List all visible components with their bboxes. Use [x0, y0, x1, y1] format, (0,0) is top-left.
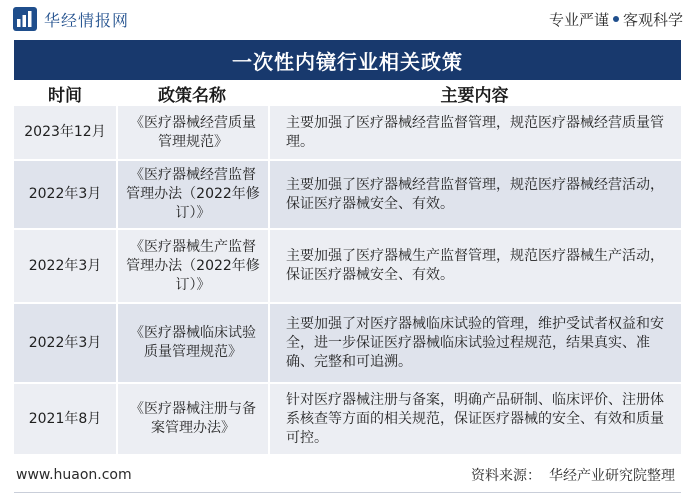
row-policy: 《医疗器械经营监督管理办法（2022年修订）》: [118, 161, 270, 228]
slogan-right: 客观科学: [622, 10, 683, 29]
row-policy: 《医疗器械经营质量管理规范》: [118, 106, 270, 159]
row-content: 主要加强了对医疗器械临床试验的管理，维护受试者权益和安全，进一步保证医疗器械临床试验过程规范，结果真实、准确、完整和可追溯。: [286, 315, 664, 370]
website-link[interactable]: www.huaon.com: [16, 467, 132, 483]
table-row: [14, 161, 681, 230]
source-value: 华经产业研究院整理: [549, 468, 675, 484]
row-content: 主要加强了医疗器械生产监督管理，规范医疗器械生产活动，保证医疗器械安全、有效。: [286, 248, 664, 283]
footer: [0, 462, 693, 488]
table-header: [14, 80, 681, 106]
row-time: 2022年3月: [14, 161, 118, 228]
column-header-policy: 政策名称: [158, 85, 226, 106]
policy-table: [14, 80, 681, 456]
row-time: 2021年8月: [14, 384, 118, 454]
table-row: [14, 304, 681, 384]
row-policy: 《医疗器械生产监督管理办法（2022年修订）》: [118, 230, 270, 302]
column-header-time: 时间: [48, 85, 82, 106]
table-row: [14, 230, 681, 304]
row-content: 针对医疗器械注册与备案，明确产品研制、临床评价、注册体系核查等方面的相关规范，保证医疗器械的安全、有效和质量可控。: [286, 391, 664, 446]
row-time: 2022年3月: [14, 304, 118, 382]
row-content: 主要加强了医疗器械经营监督管理，规范医疗器械经营质量管理。: [286, 114, 664, 150]
row-time: 2023年12月: [14, 106, 118, 159]
row-time: 2022年3月: [14, 230, 118, 302]
row-policy: 《医疗器械注册与备案管理办法》: [118, 384, 270, 454]
huajing-logo-icon: [12, 6, 38, 32]
source-note: [471, 465, 675, 485]
column-header-content: 主要内容: [440, 85, 509, 106]
table-row: [14, 384, 681, 456]
table-row: [14, 106, 681, 161]
brand: [12, 6, 129, 32]
brand-name: 华经情报网: [44, 10, 130, 30]
table-title: 一次性内镜行业相关政策: [14, 40, 681, 80]
slogan: [549, 9, 683, 30]
row-policy: 《医疗器械临床试验质量管理规范》: [118, 304, 270, 382]
slogan-left: 专业严谨: [548, 10, 609, 29]
bottom-divider: [14, 492, 681, 493]
row-content: 主要加强了医疗器械经营监督管理，规范医疗器械经营活动，保证医疗器械安全、有效。: [286, 176, 664, 212]
slogan-dot: [613, 16, 619, 22]
top-bar: [0, 0, 693, 38]
source-label: 资料来源：: [471, 468, 541, 484]
